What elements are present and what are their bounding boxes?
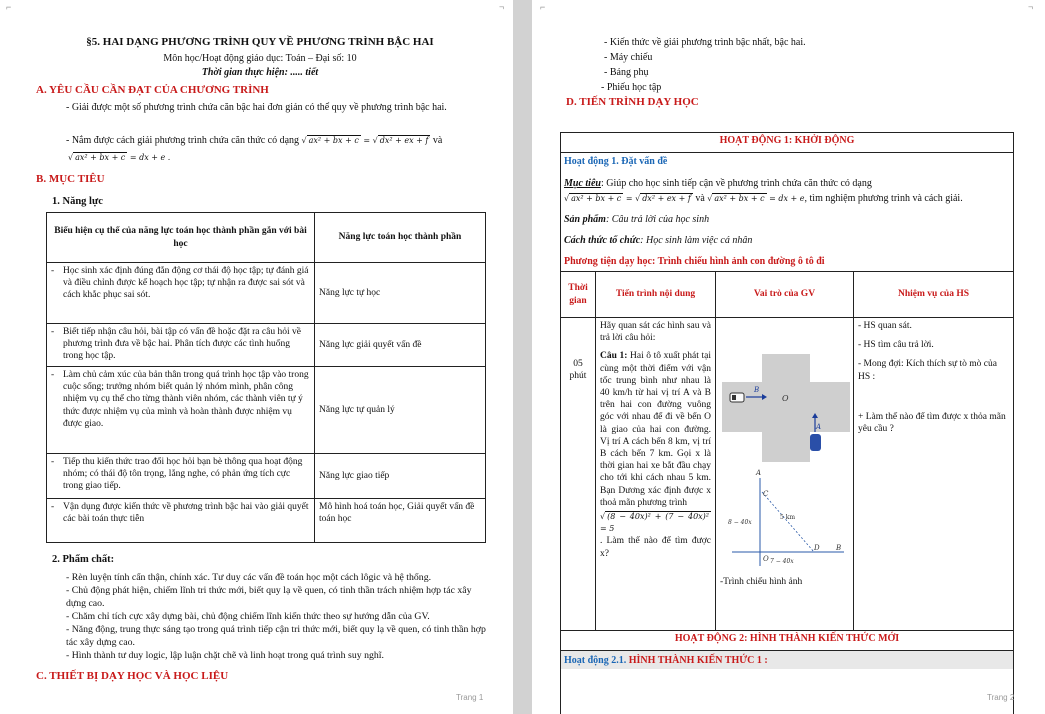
goal-text: : Giúp cho học sinh tiếp cận về phương trình chứa căn thức có dạng [600, 178, 872, 189]
label-o: O [782, 394, 789, 403]
quality-item: - Hình thành tư duy logic, lập luận chặt chẽ và linh hoạt trong quá trình suy nghĩ. [66, 650, 384, 661]
goal-formula-1: √ ax² + bx + c = √ dx² + ex + f [564, 194, 691, 203]
question-formula: √ (8 − 40x)² + (7 − 40x)² = 5 [600, 512, 709, 534]
formula-1: √ ax² + bx + c = √ dx² + ex + f [301, 136, 429, 145]
formula-1-left: ax² + bx + c [308, 136, 359, 145]
fig2-label-7: 7 − 40x [770, 558, 794, 565]
formula-2-left: ax² + bx + c [75, 153, 126, 162]
fig2-label-c: C [763, 490, 769, 498]
activity-1-heading: HOẠT ĐỘNG 1: KHỞI ĐỘNG [719, 135, 855, 146]
divider [560, 152, 1014, 153]
activity-1-1-heading: Hoạt động 1. Đặt vấn đề [564, 156, 668, 167]
question-label: Câu 1: [600, 351, 628, 362]
corner-mark-top-left: ⌐ [6, 2, 12, 12]
process-header-row [561, 272, 1014, 318]
product-label: Sản phẩm [564, 214, 606, 225]
road-corner [810, 354, 850, 382]
student-task: - HS quan sát. [858, 321, 912, 331]
formula-2-right: = dx + e [129, 153, 166, 162]
table-row [47, 367, 486, 454]
page-2 [532, 0, 1045, 714]
requirement-2 [66, 134, 496, 147]
page-1 [0, 0, 513, 714]
quality-heading: 2. Phẩm chất: [52, 554, 115, 565]
student-task: - HS tìm câu trả lời. [858, 340, 934, 351]
road-figures [718, 354, 852, 570]
section-c-heading: C. THIẾT BỊ DẠY HỌC VÀ HỌC LIỆU [36, 670, 229, 682]
student-cell [854, 318, 1014, 631]
student-task: - Mong đợi: Kích thích sự tò mò của HS : [858, 359, 997, 382]
requirement-2-and: và [432, 135, 443, 146]
content-intro: Hãy quan sát các hình sau và trả lời câu hỏi: [600, 321, 711, 344]
materials-list [601, 35, 806, 95]
fig2-label-8: 8 − 40x [728, 519, 752, 526]
page-number-2: Trang 2 [987, 693, 1015, 702]
table-header-row [47, 213, 486, 263]
quality-item: - Năng động, trung thực sáng tạo trong quá trình tiếp cận tri thức mới, biết quy lạ về quen, có tinh thần hợp tác xây dựng cao. [66, 624, 486, 648]
time-cell: 05 phút [561, 318, 596, 631]
fig2-label-a: A [756, 469, 762, 477]
question-end: . Làm thế nào để tìm được x? [600, 536, 711, 559]
distance-line [762, 492, 814, 552]
table-row [47, 499, 486, 543]
time-line: Thời gian thực hiện: ..... tiết [201, 67, 319, 78]
activity-2-1-text: HÌNH THÀNH KIẾN THỨC 1 : [626, 655, 768, 666]
label-b: B [754, 386, 760, 394]
corner-mark-top-right: ¬ [499, 2, 505, 12]
col-teacher: Vai trò của GV [716, 272, 854, 318]
method-line [564, 234, 752, 247]
material-item: - Phiếu học tập [601, 82, 662, 93]
requirement-1: - Giải được một số phương trình chứa căn bậc hai đơn giản có thể quy về phương trình bậc hai. [66, 102, 447, 113]
car-a [810, 434, 821, 451]
row-skill: Năng lực giao tiếp [315, 454, 486, 499]
student-task: + Làm thế nào để tìm được x thỏa mãn yêu cầu ? [858, 411, 1006, 435]
competency-heading: 1. Năng lực [52, 196, 103, 207]
doc-title: §5. HAI DẠNG PHƯƠNG TRÌNH QUY VỀ PHƯƠNG TRÌNH BẬC HAI [86, 36, 434, 48]
quality-list [66, 571, 490, 662]
row-desc: - Tiếp thu kiến thức trao đổi học hỏi bạn bè thông qua hoạt động nhóm; có thái độ tôn trọng, lắng nghe, có phản ứng tích cực trong giao tiếp. [47, 454, 315, 499]
quality-item: - Rèn luyện tính cẩn thận, chính xác. Tư duy các vấn đề toán học một cách lôgic và hệ thống. [66, 572, 432, 583]
section-d-heading: D. TIẾN TRÌNH DẠY HỌC [566, 96, 699, 108]
material-item: - Kiến thức về giải phương trình bậc nhất, bậc hai. [604, 37, 806, 48]
row-skill: Mô hình hoá toán học, Giải quyết vấn đề toán học [315, 499, 486, 543]
method-text: : Học sinh làm việc cá nhân [640, 235, 753, 246]
page-number-1: Trang 1 [456, 693, 484, 702]
road-corner [722, 432, 762, 462]
activity-2-heading: HOẠT ĐỘNG 2: HÌNH THÀNH KIẾN THỨC MỚI [674, 633, 900, 644]
requirement-2-text: - Nắm được cách giải phương trình chứa căn thức có dạng [66, 135, 300, 146]
goal-tail: , tìm nghiệm phương trình và cách giải. [804, 193, 963, 204]
row-skill: Năng lực giải quyết vấn đề [315, 324, 486, 367]
question-formula-eq: = 5 [600, 524, 615, 534]
section-a-heading: A. YÊU CẦU CẦN ĐẠT CỦA CHƯƠNG TRÌNH [36, 84, 269, 96]
question-1 [600, 350, 711, 509]
subject-line: Môn học/Hoạt động giáo dục: Toán – Đại số: 10 [163, 53, 357, 64]
row-desc: - Làm chủ cảm xúc của bản thân trong quá trình học tập vào trong cuộc sống; trưởng nhóm biết quản lý nhóm mình, phân công nhiệm vụ cụ thể cho từng thành viên nhóm, các thành viên tự ý thức được nhiệm vụ của mình và hoàn thành được nhiệm vụ được giao. [47, 367, 315, 454]
table-head-1: Biểu hiện cụ thể của năng lực toán học thành phần gắn với bài học [47, 213, 315, 263]
process-row [561, 318, 1014, 631]
process-table [560, 271, 1014, 631]
table-row [47, 454, 486, 499]
activity-2-1-prefix: Hoạt động 2.1. [564, 655, 627, 666]
goal-label: Mục tiêu [564, 178, 601, 189]
competency-table [46, 212, 486, 543]
formula-2: √ ax² + bx + c = dx + e . [68, 153, 171, 162]
method-label: Cách thức tổ chức [564, 235, 641, 246]
col-content: Tiến trình nội dung [596, 272, 716, 318]
material-item: - Máy chiếu [604, 52, 653, 63]
product-line [564, 213, 709, 226]
corner-mark-top-left-2: ⌐ [540, 2, 546, 12]
fig2-label-d: D [814, 544, 820, 552]
table-head-2: Năng lực toán học thành phần [315, 213, 486, 263]
content-cell [596, 318, 716, 631]
label-a: A [816, 423, 822, 431]
corner-mark-top-right-2: ¬ [1028, 2, 1034, 12]
fig2-label-b: B [836, 544, 842, 552]
teacher-cell [716, 318, 854, 631]
teacher-note: -Trình chiếu hình ảnh [720, 577, 803, 587]
car-b-window [732, 395, 736, 400]
col-time: Thời gian [561, 272, 596, 318]
table-row [47, 324, 486, 367]
material-item: - Bảng phụ [604, 67, 649, 78]
fig2-label-o: O [763, 555, 769, 563]
activity-2-1-heading [564, 655, 768, 666]
fig2-label-5km: 5 km [780, 514, 796, 521]
quality-item: - Chủ động phát hiện, chiếm lĩnh tri thức mới, biết quy lạ về quen, có tinh thần trách nhiệm hợp tác xây dựng cao. [66, 585, 472, 609]
goal-paragraph [564, 177, 1010, 190]
goal-formula-2: √ ax² + bx + c = dx + e [707, 194, 805, 203]
section-b-heading: B. MỤC TIÊU [36, 173, 105, 185]
goal-formula-line: √ ax² + bx + c = √ dx² + ex + f và √ ax² + bx + c = dx + e, tìm nghiệm phương trình và cách giải. [564, 193, 963, 204]
quality-item: - Chăm chỉ tích cực xây dựng bài, chủ động chiếm lĩnh kiến thức theo sự hướng dẫn của GV. [66, 611, 430, 622]
formula-1-right: dx² + ex + f [379, 136, 429, 145]
row-desc: - Học sinh xác định đúng đắn động cơ thái độ học tập; tự đánh giá và điều chỉnh được kế hoạch học tập; tự nhận ra được sai sót và cách khắc phục sai sót. [47, 263, 315, 324]
media-line: Phương tiện dạy học: Trình chiếu hình ảnh con đường ô tô đi [564, 256, 825, 267]
row-skill: Năng lực tự học [315, 263, 486, 324]
row-desc: - Biết tiếp nhận câu hỏi, bài tập có vấn đề hoặc đặt ra câu hỏi về phương trình đưa về bậc hai. Phân tích được các tình huống trong học tập. [47, 324, 315, 367]
col-student: Nhiệm vụ của HS [854, 272, 1014, 318]
road-corner [722, 354, 762, 382]
row-desc: - Vận dụng được kiến thức về phương trình bậc hai vào giải quyết các bài toán thực tiễn [47, 499, 315, 543]
page-gap [513, 0, 532, 714]
question-formula-rad: (8 − 40x)² + (7 − 40x)² [607, 512, 709, 522]
question-text: Hai ô tô xuất phát tại cùng một thời điểm với vận tốc trung bình như nhau là 40 km/h từ hai vị trí A và B trên hai con đường vuông góc với nhau để đi về bến O là giao của hai con đường. Vị trí A cách bến 8 km, vị trí B cách bến 7 km. Gọi x là thời gian hai xe bắt đầu chạy cho tới khi cách nhau 5 km. Bạn Dương xác định được x thoả mãn phương trình [600, 351, 711, 508]
table-row [47, 263, 486, 324]
row-skill: Năng lực tự quản lý [315, 367, 486, 454]
product-text: : Câu trả lời của học sinh [605, 214, 710, 225]
